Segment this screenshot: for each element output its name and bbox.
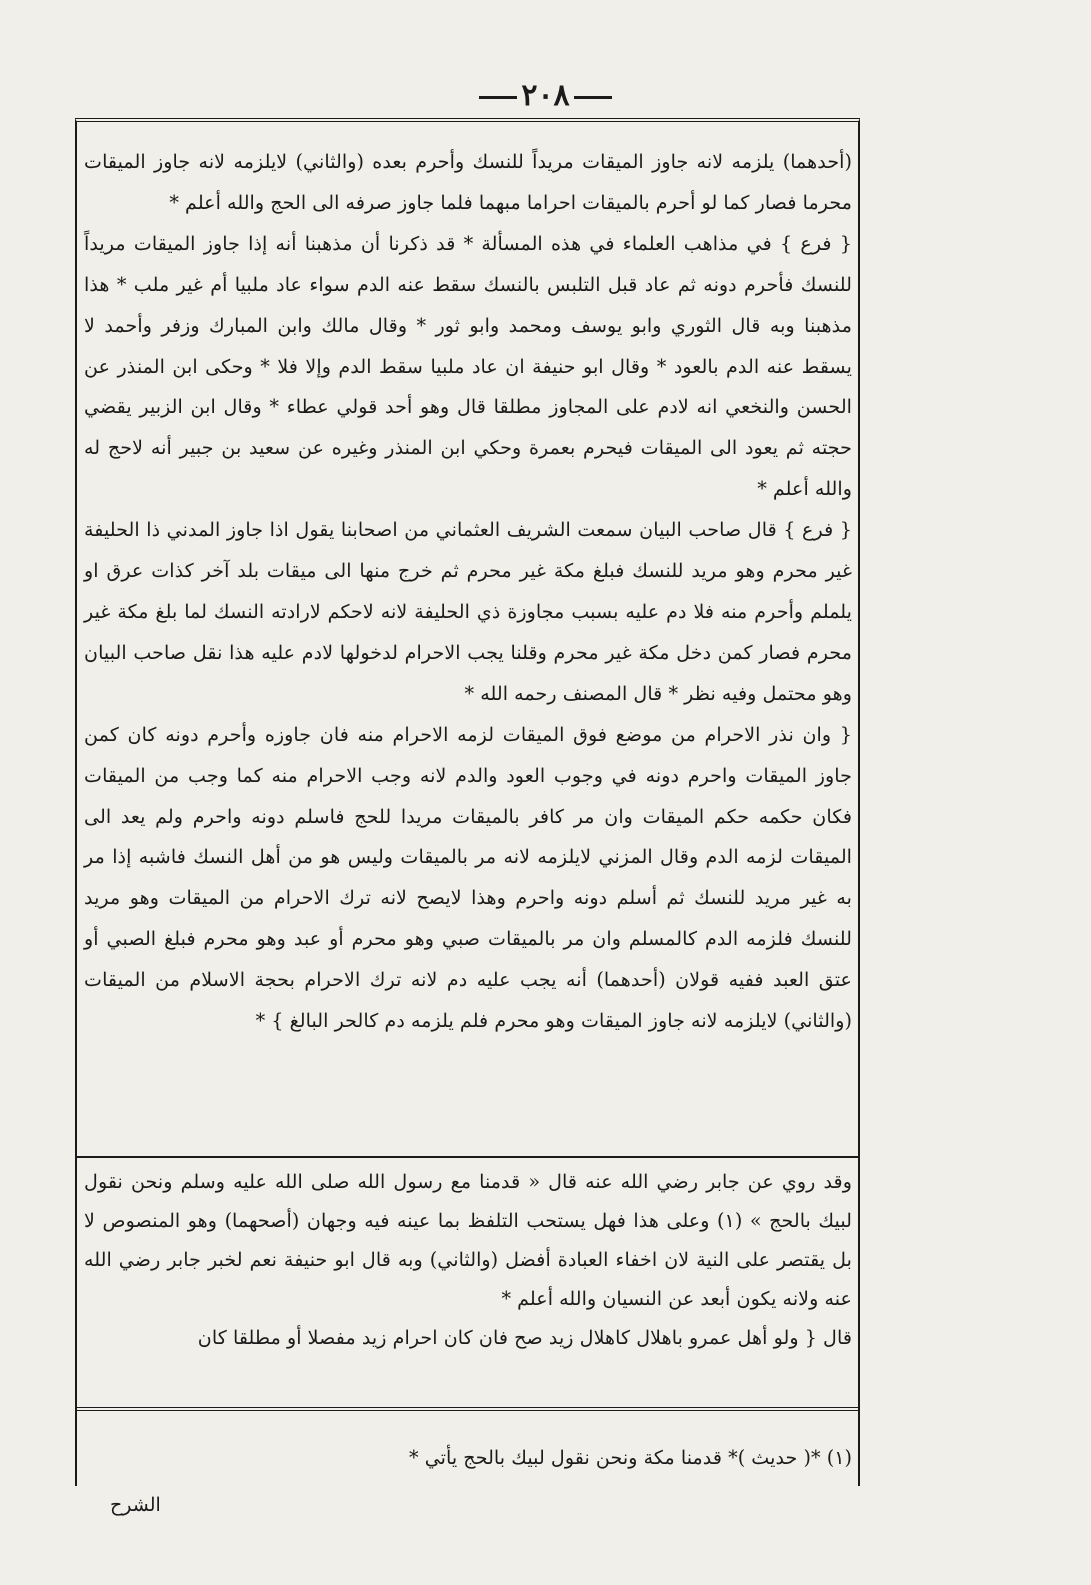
paragraph: (أحدهما) يلزمه لانه جاوز الميقات مريداً للنسك وأحرم بعده (والثاني) لايلزمه لانه جاوز الميقات محرما فصار كما لو أحرم بالميقات احراما مبهما فلما جاوز صرفه الى الحج والله أعلم *	[84, 150, 852, 214]
page-number-value: ٢٠٨	[521, 78, 570, 113]
dash-decoration	[479, 96, 517, 99]
paragraph: وقد روي عن جابر رضي الله عنه قال « قدمنا مع رسول الله صلى الله عليه وسلم ونحن نقول لبيك بالحج » (١) وعلى هذا فهل يستحب التلفظ بما عينه فيه وجهان (أصحهما) وهو المنصوص لا بل يقتصر على النية لان اخفاء العبادة أفضل (والثاني) وبه قال ابو حنيفة نعم لخبر جابر رضي الله عنه ولانه يكون أبعد عن النسيان والله أعلم *	[84, 1170, 852, 1310]
paragraph: { وان نذر الاحرام من موضع فوق الميقات لزمه الاحرام منه فان جاوزه وأحرم دونه كان كمن جاوز الميقات واحرم دونه في وجوب العود والدم لانه وجب الاحرام منه كما وجب من الميقات فكان حكمه حكم الميقات وان مر كافر بالميقات مريدا للحج فاسلم دونه واحرم ولم يعد الى الميقات لزمه الدم وقال المزني لايلزمه لانه مر بالميقات وليس هو من أهل النسك فاشبه إذا مر به غير مريد للنسك ثم أسلم دونه واحرم وهذا لايصح لانه ترك الاحرام من الميقات وهو مريد للنسك فلزمه الدم كالمسلم وان مر بالميقات صبي وهو محرم أو عبد وهو محرم فبلغ الصبي أو عتق العبد ففيه قولان (أحدهما) أنه يجب عليه دم لانه ترك الاحرام بحجة الاسلام من الميقات (والثاني) لايلزمه لانه جاوز الميقات وهو محرم فلم يلزمه دم كالحر البالغ } *	[84, 722, 852, 1033]
paragraph: { فرع } في مذاهب العلماء في هذه المسألة * قد ذكرنا أن مذهبنا أنه إذا جاوز الميقات مريداً للنسك فأحرم دونه ثم عاد قبل التلبس بالنسك سقط عنه الدم سواء عاد ملبيا أم غير ملب * هذا مذهبنا وبه قال الثوري وابو يوسف ومحمد وابو ثور * وقال مالك وابن المبارك وزفر وأحمد لا يسقط عنه الدم بالعود * وقال ابو حنيفة ان عاد ملبيا سقط الدم وإلا فلا * وحكى ابن المنذر عن الحسن والنخعي انه لادم على المجاوز مطلقا قال وهو أحد قولي عطاء * وقال ابن الزبير يقضي حجته ثم يعود الى الميقات فيحرم بعمرة وحكي ابن المنذر وغيره عن سعيد بن جبير أنه لاحج له والله أعلم *	[84, 231, 852, 501]
catchword: الشرح	[110, 1494, 161, 1516]
commentary-text	[84, 1162, 852, 1357]
paragraph: { فرع } قال صاحب البيان سمعت الشريف العثماني من اصحابنا يقول اذا جاوز المدني ذا الحليفة غير محرم وهو مريد للنسك فبلغ مكة غير محرم ثم خرج منها الى ميقات بلد آخر كذات عرق او يلملم وأحرم منه فلا دم عليه بسبب مجاوزة ذي الحليفة لانه لاحكم لارادته النسك لما بلغ مكة غير محرم فصار كمن دخل مكة غير محرم وقلنا يجب الاحرام لدخولها لادم عليه هذا نقل صاحب البيان وهو محتمل وفيه نظر * قال المصنف رحمه الله *	[84, 518, 852, 705]
section-divider	[77, 1156, 858, 1158]
footnote	[84, 1440, 852, 1476]
paragraph: قال { ولو أهل عمرو باهلال كاهلال زيد صح فان كان احرام زيد مفصلا أو مطلقا كان	[197, 1326, 852, 1349]
footnote-divider	[77, 1407, 858, 1411]
page-number	[0, 78, 1091, 113]
main-text	[84, 142, 852, 1042]
dash-decoration	[574, 96, 612, 99]
footnote-line: (١) *( حديث )* قدمنا مكة ونحن نقول لبيك بالحج يأتي *	[409, 1446, 852, 1469]
